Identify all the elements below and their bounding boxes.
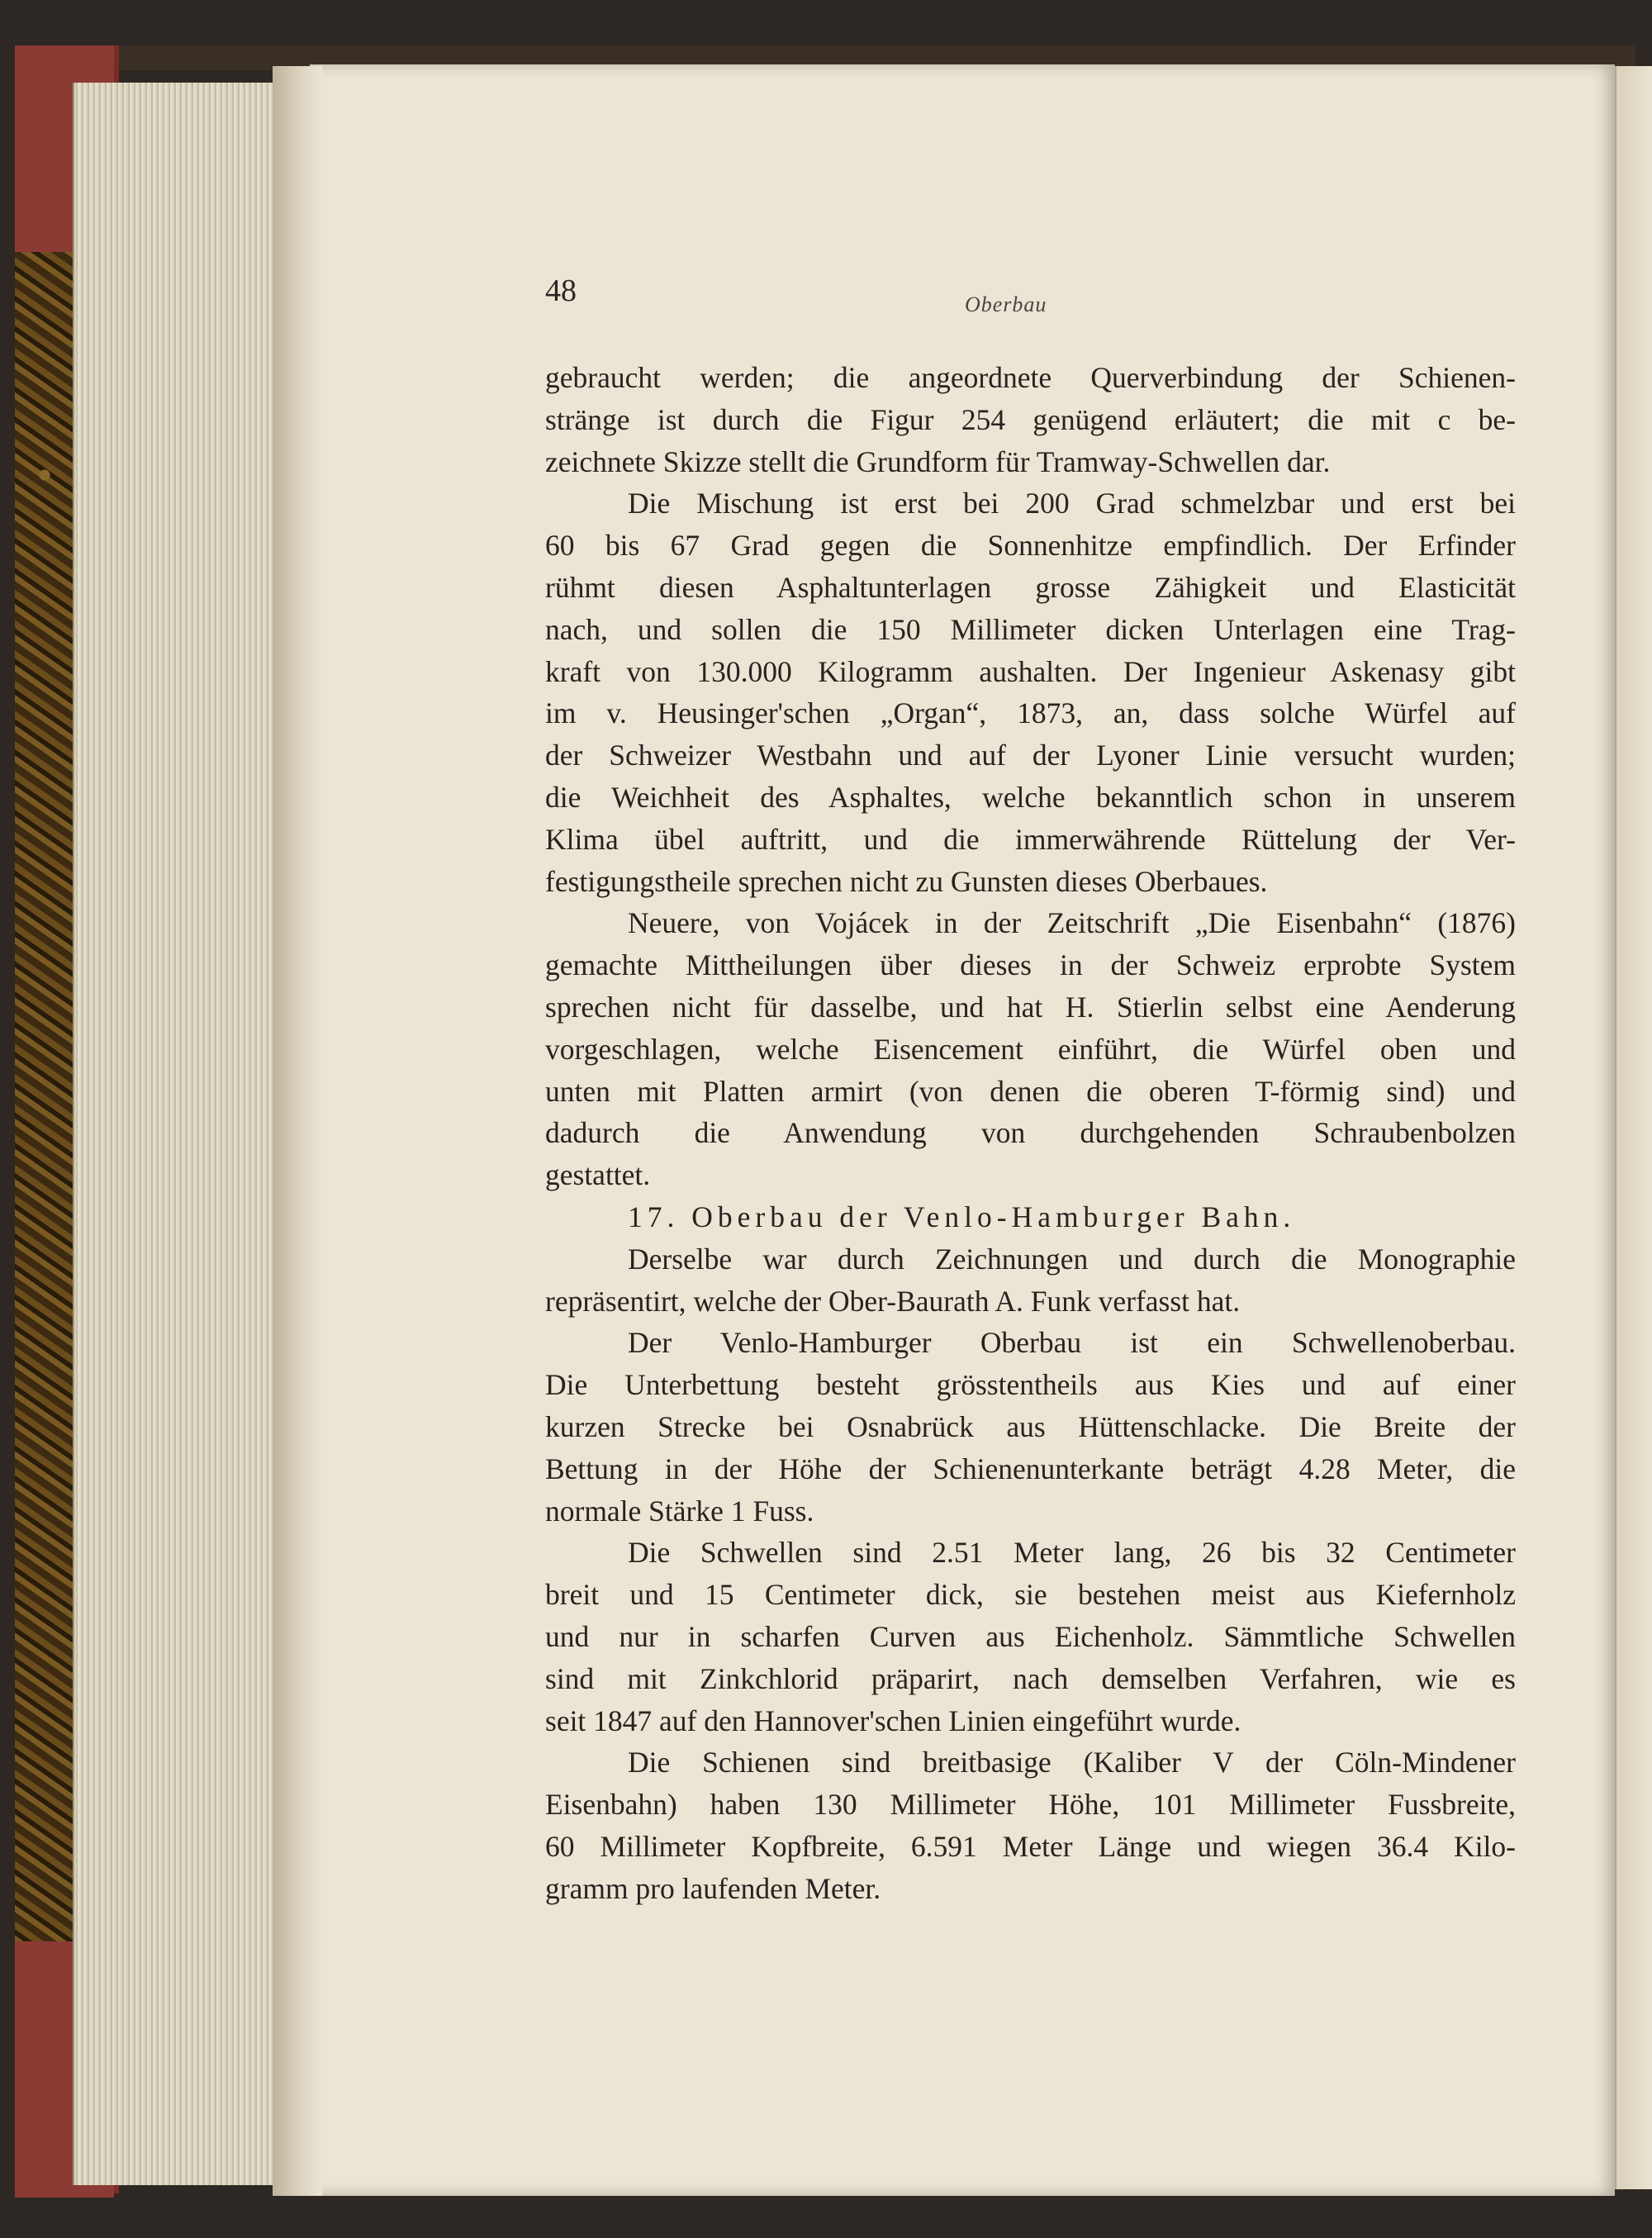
- body-text: [545, 357, 1516, 1909]
- text-line: und nur in scharfen Curven aus Eichenholz. Sämmtliche Schwellen: [545, 1619, 1516, 1653]
- text-line: nach, und sollen die 150 Millimeter dicken Unterlagen eine Trag-: [545, 612, 1516, 646]
- text-line: Klima übel auftritt, und die immerwährende Rüttelung der Ver-: [545, 822, 1516, 856]
- text-line: im v. Heusinger'schen „Organ“, 1873, an, dass solche Würfel auf: [545, 696, 1516, 730]
- text-line: Eisenbahn) haben 130 Millimeter Höhe, 101 Millimeter Fussbreite,: [545, 1788, 1516, 1822]
- text-line: 60 Millimeter Kopfbreite, 6.591 Meter Länge und wiegen 36.4 Kilo-: [545, 1829, 1516, 1863]
- text-line: die Weichheit des Asphaltes, welche bekanntlich schon in unserem: [545, 780, 1516, 814]
- text-line: kraft von 130.000 Kilogramm aushalten. Der Ingenieur Askenasy gibt: [545, 654, 1516, 688]
- text-line: gemachte Mittheilungen über dieses in der Schweiz erprobte System: [545, 948, 1516, 982]
- text-line: kurzen Strecke bei Osnabrück aus Hüttenschlacke. Die Breite der: [545, 1409, 1516, 1443]
- text-line: seit 1847 auf den Hannover'schen Linien eingeführt wurde.: [545, 1703, 1241, 1737]
- page-number: 48: [545, 273, 577, 308]
- text-line: Die Schienen sind breitbasige (Kaliber V der Cöln-Mindener: [628, 1746, 1516, 1779]
- section-heading: 17. Oberbau der Venlo-Hamburger Bahn.: [628, 1200, 1296, 1233]
- page-stack-edges: [73, 83, 289, 2185]
- running-head: Oberbau: [965, 292, 1047, 316]
- text-line: dadurch die Anwendung von durchgehenden Schraubenbolzen: [545, 1116, 1516, 1150]
- text-line: sind mit Zinkchlorid präparirt, nach demselben Verfahren, wie es: [545, 1661, 1516, 1695]
- text-line: sprechen nicht für dasselbe, und hat H. Stierlin selbst eine Aenderung: [545, 990, 1516, 1024]
- text-line: rühmt diesen Asphaltunterlagen grosse Zähigkeit und Elasticität: [545, 570, 1516, 604]
- text-line: repräsentirt, welche der Ober-Baurath A. Funk verfasst hat.: [545, 1284, 1241, 1318]
- text-line: breit und 15 Centimeter dick, sie bestehen meist aus Kiefernholz: [545, 1578, 1516, 1612]
- text-line: gramm pro laufenden Meter.: [545, 1871, 881, 1905]
- facing-page-edge: [1615, 66, 1652, 2189]
- text-line: unten mit Platten armirt (von denen die oberen T-förmig sind) und: [545, 1074, 1516, 1108]
- text-line: gebraucht werden; die angeordnete Querverbindung der Schienen-: [545, 361, 1516, 394]
- text-line: stränge ist durch die Figur 254 genügend erläutert; die mit c be-: [545, 402, 1516, 436]
- text-line: zeichnete Skizze stellt die Grundform für Tramway-Schwellen dar.: [545, 444, 1331, 478]
- text-line: vorgeschlagen, welche Eisencement einführt, die Würfel oben und: [545, 1032, 1516, 1066]
- text-line: Die Mischung ist erst bei 200 Grad schmelzbar und erst bei: [628, 487, 1516, 520]
- text-line: Der Venlo-Hamburger Oberbau ist ein Schwellenoberbau.: [628, 1326, 1516, 1360]
- text-line: Neuere, von Vojácek in der Zeitschrift „Die Eisenbahn“ (1876): [628, 906, 1516, 940]
- page-header: [545, 273, 1528, 322]
- text-line: Die Unterbettung besteht grösstentheils aus Kies und auf einer: [545, 1368, 1516, 1402]
- text-line: Bettung in der Höhe der Schienenunterkante beträgt 4.28 Meter, die: [545, 1452, 1516, 1485]
- text-line: gestattet.: [545, 1158, 651, 1192]
- text-line: festigungstheile sprechen nicht zu Gunsten dieses Oberbaues.: [545, 864, 1268, 898]
- text-line: Derselbe war durch Zeichnungen und durch die Monographie: [628, 1242, 1516, 1276]
- page-gutter: [273, 66, 322, 2196]
- text-line: Die Schwellen sind 2.51 Meter lang, 26 bis 32 Centimeter: [628, 1536, 1516, 1570]
- text-line: der Schweizer Westbahn und auf der Lyoner Linie versucht wurden;: [545, 739, 1516, 772]
- text-line: normale Stärke 1 Fuss.: [545, 1494, 814, 1528]
- text-line: 60 bis 67 Grad gegen die Sonnenhitze empfindlich. Der Erfinder: [545, 529, 1516, 563]
